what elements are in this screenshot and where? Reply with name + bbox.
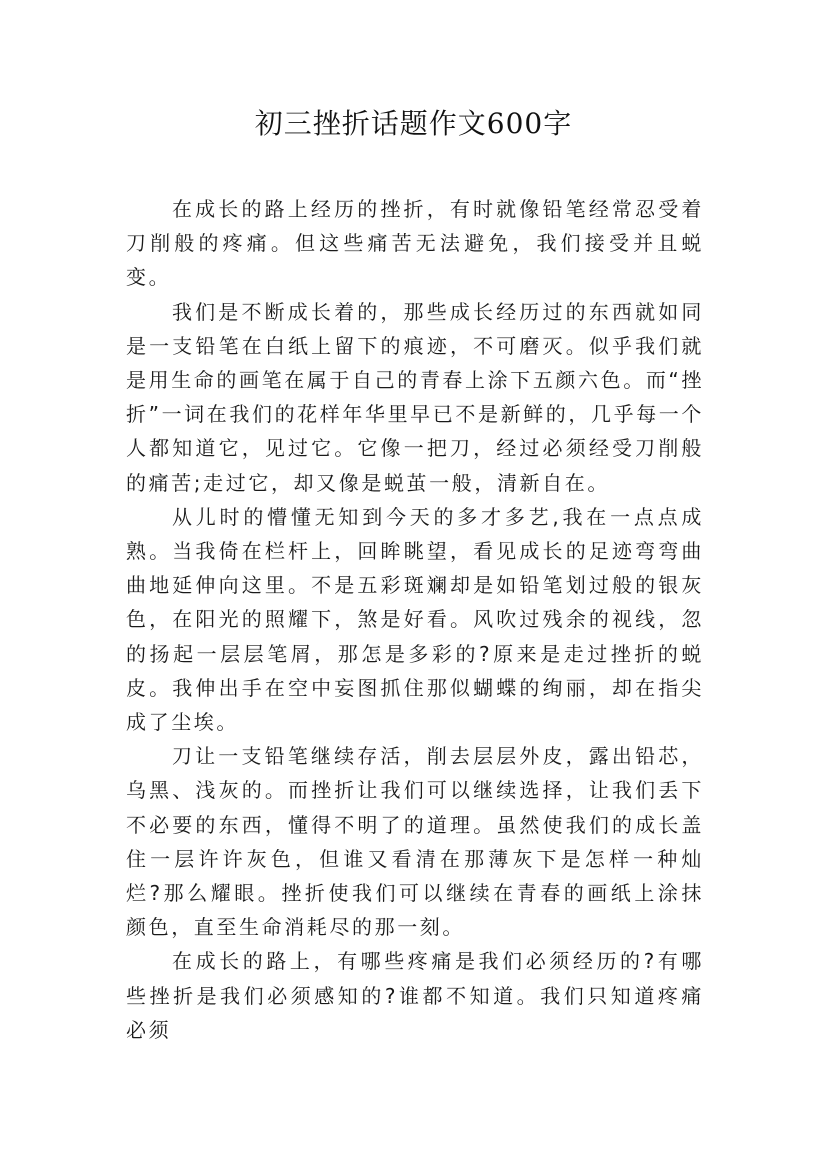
paragraph-3: 从儿时的懵懂无知到今天的多才多艺,我在一点点成熟。当我倚在栏杆上，回眸眺望，看见成长的足迹弯弯曲曲地延伸向这里。不是五彩斑斓却是如铅笔划过般的银灰色，在阳光的照耀下，煞是好看。风吹过残余的视线，忽的扬起一层层笔屑，那怎是多彩的?原来是走过挫折的蜕皮。我伸出手在空中妄图抓住那似蝴蝶的绚丽，却在指尖成了尘埃。 (126, 504, 704, 735)
paragraph-1: 在成长的路上经历的挫折，有时就像铅笔经常忍受着刀削般的疼痛。但这些痛苦无法避免，我们接受并且蜕变。 (126, 197, 704, 290)
paragraph-2: 我们是不断成长着的，那些成长经历过的东西就如同是一支铅笔在白纸上留下的痕迹，不可磨灭。似乎我们就是用生命的画笔在属于自己的青春上涂下五颜六色。而“挫折”一词在我们的花样年华里早已不是新鲜的，几乎每一个人都知道它，见过它。它像一把刀，经过必须经受刀削般的痛苦;走过它，却又像是蜕茧一般，清新自在。 (126, 299, 704, 495)
document-title: 初三挫折话题作文600字 (254, 107, 573, 140)
paragraph-5: 在成长的路上，有哪些疼痛是我们必须经历的?有哪些挫折是我们必须感知的?谁都不知道。我们只知道疼痛必须 (126, 949, 704, 1042)
paragraph-4: 刀让一支铅笔继续存活，削去层层外皮，露出铅芯，乌黑、浅灰的。而挫折让我们可以继续选择，让我们丢下不必要的东西，懂得不明了的道理。虽然使我们的成长盖住一层许许灰色，但谁又看清在那薄灰下是怎样一种灿烂?那么耀眼。挫折使我们可以继续在青春的画纸上涂抹颜色，直至生命消耗尽的那一刻。 (126, 744, 704, 940)
document-body (126, 192, 704, 1047)
